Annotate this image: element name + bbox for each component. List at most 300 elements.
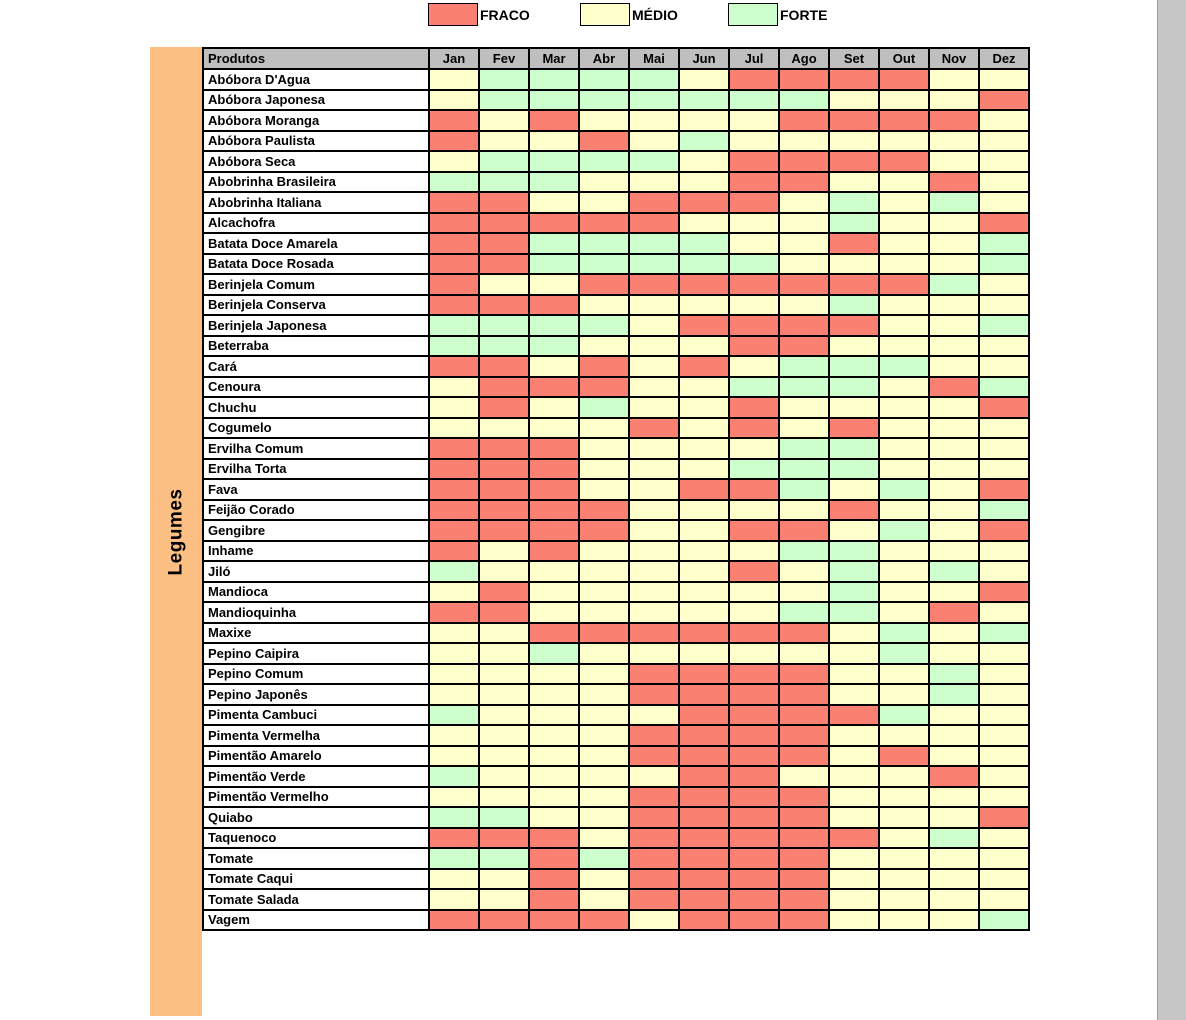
month-cell [729,541,779,562]
month-cell [829,828,879,849]
month-cell [979,397,1029,418]
month-cell [729,459,779,480]
month-cell [629,746,679,767]
month-cell [679,336,729,357]
month-cell [979,459,1029,480]
month-cell [729,192,779,213]
month-cell [579,766,629,787]
table-row [203,315,1029,336]
product-name-cell: Berinjela Comum [203,274,429,295]
month-cell [529,500,579,521]
month-cell [779,69,829,90]
month-cell [479,910,529,931]
month-cell [579,274,629,295]
month-cell [779,807,829,828]
month-cell [579,438,629,459]
month-cell [479,295,529,316]
product-name-cell: Pimentão Vermelho [203,787,429,808]
month-cell [829,910,879,931]
month-cell [829,233,879,254]
month-cell [579,192,629,213]
month-cell [929,418,979,439]
month-cell [829,459,879,480]
month-cell [929,807,979,828]
month-cell [829,684,879,705]
month-cell [829,889,879,910]
month-cell [879,807,929,828]
month-cell [629,602,679,623]
month-cell [929,254,979,275]
table-row [203,295,1029,316]
month-cell [979,643,1029,664]
table-row [203,69,1029,90]
month-cell [779,889,829,910]
month-cell [729,807,779,828]
month-cell [729,213,779,234]
month-cell [529,787,579,808]
month-cell [529,418,579,439]
table-row [203,705,1029,726]
month-cell [929,172,979,193]
month-cell [529,233,579,254]
month-cell [679,151,729,172]
month-cell [929,643,979,664]
month-cell [629,356,679,377]
table-row [203,131,1029,152]
month-cell [629,541,679,562]
month-cell [629,151,679,172]
month-cell [979,418,1029,439]
month-cell [779,623,829,644]
month-cell [629,705,679,726]
table-row [203,192,1029,213]
month-cell [479,274,529,295]
month-cell [779,315,829,336]
month-cell [479,746,529,767]
month-cell [679,500,729,521]
month-cell [529,295,579,316]
month-cell [979,725,1029,746]
month-cell [879,582,929,603]
month-cell [529,623,579,644]
month-cell [429,541,479,562]
month-cell [779,459,829,480]
product-name-cell: Fava [203,479,429,500]
month-cell [529,807,579,828]
product-name-cell: Mandioquinha [203,602,429,623]
month-cell [679,90,729,111]
month-cell [429,459,479,480]
month-cell [879,520,929,541]
month-cell [629,664,679,685]
month-cell [979,705,1029,726]
legend-swatch-medio [580,3,630,26]
month-cell [629,623,679,644]
month-cell [729,520,779,541]
month-cell [529,746,579,767]
month-cell [579,889,629,910]
month-cell [579,500,629,521]
column-header-month: Ago [779,48,829,69]
month-cell [529,582,579,603]
product-name-cell: Alcachofra [203,213,429,234]
month-cell [679,110,729,131]
month-cell [629,69,679,90]
month-cell [779,438,829,459]
month-cell [829,561,879,582]
table-row [203,274,1029,295]
month-cell [579,561,629,582]
month-cell [729,828,779,849]
month-cell [879,213,929,234]
month-cell [629,90,679,111]
table-row [203,787,1029,808]
month-cell [579,151,629,172]
month-cell [729,377,779,398]
month-cell [679,910,729,931]
month-cell [679,274,729,295]
column-header-month: Abr [579,48,629,69]
month-cell [779,479,829,500]
table-row [203,479,1029,500]
month-cell [679,131,729,152]
month-cell [429,889,479,910]
month-cell [929,541,979,562]
product-name-cell: Vagem [203,910,429,931]
month-cell [479,725,529,746]
month-cell [879,90,929,111]
month-cell [579,664,629,685]
product-name-cell: Batata Doce Amarela [203,233,429,254]
month-cell [879,479,929,500]
month-cell [429,766,479,787]
month-cell [929,705,979,726]
product-name-cell: Abóbora Paulista [203,131,429,152]
month-cell [579,336,629,357]
product-name-cell: Abóbora Japonesa [203,90,429,111]
month-cell [629,459,679,480]
month-cell [779,295,829,316]
month-cell [479,459,529,480]
month-cell [529,766,579,787]
table-row [203,438,1029,459]
month-cell [829,69,879,90]
month-cell [629,192,679,213]
availability-table-wrap [202,47,1030,931]
month-cell [929,438,979,459]
month-cell [829,520,879,541]
month-cell [779,377,829,398]
month-cell [579,541,629,562]
month-cell [579,684,629,705]
month-cell [479,254,529,275]
month-cell [479,377,529,398]
product-name-cell: Tomate Caqui [203,869,429,890]
month-cell [479,643,529,664]
month-cell [479,664,529,685]
product-name-cell: Inhame [203,541,429,562]
month-cell [579,315,629,336]
product-name-cell: Ervilha Comum [203,438,429,459]
month-cell [479,889,529,910]
column-header-month: Mai [629,48,679,69]
month-cell [679,602,729,623]
month-cell [879,746,929,767]
month-cell [429,807,479,828]
month-cell [929,151,979,172]
month-cell [479,418,529,439]
month-cell [629,848,679,869]
month-cell [679,254,729,275]
month-cell [479,684,529,705]
legend-swatch-fraco [428,3,478,26]
month-cell [779,397,829,418]
month-cell [879,336,929,357]
month-cell [729,69,779,90]
table-row [203,336,1029,357]
month-cell [479,500,529,521]
month-cell [479,233,529,254]
month-cell [929,602,979,623]
month-cell [979,602,1029,623]
month-cell [929,664,979,685]
month-cell [479,110,529,131]
table-row [203,664,1029,685]
month-cell [429,356,479,377]
month-cell [779,172,829,193]
product-name-cell: Pimenta Cambuci [203,705,429,726]
table-row [203,582,1029,603]
month-cell [629,787,679,808]
month-cell [779,192,829,213]
month-cell [529,643,579,664]
month-cell [479,315,529,336]
month-cell [829,746,879,767]
month-cell [529,828,579,849]
month-cell [579,254,629,275]
month-cell [679,213,729,234]
month-cell [629,254,679,275]
month-cell [479,192,529,213]
month-cell [679,766,729,787]
month-cell [529,110,579,131]
month-cell [879,356,929,377]
month-cell [579,520,629,541]
table-row [203,110,1029,131]
month-cell [629,336,679,357]
month-cell [929,274,979,295]
month-cell [479,397,529,418]
month-cell [979,377,1029,398]
month-cell [479,807,529,828]
month-cell [979,438,1029,459]
month-cell [479,705,529,726]
month-cell [779,336,829,357]
column-header-month: Dez [979,48,1029,69]
month-cell [929,828,979,849]
month-cell [979,807,1029,828]
month-cell [579,418,629,439]
month-cell [779,418,829,439]
month-cell [879,541,929,562]
table-row [203,561,1029,582]
month-cell [529,684,579,705]
month-cell [679,377,729,398]
month-cell [879,725,929,746]
month-cell [429,274,479,295]
month-cell [679,664,729,685]
month-cell [879,889,929,910]
month-cell [529,520,579,541]
month-cell [979,520,1029,541]
month-cell [679,233,729,254]
product-name-cell: Cará [203,356,429,377]
month-cell [679,459,729,480]
month-cell [629,766,679,787]
month-cell [529,377,579,398]
month-cell [529,848,579,869]
product-name-cell: Berinjela Conserva [203,295,429,316]
month-cell [879,602,929,623]
month-cell [429,520,479,541]
month-cell [729,561,779,582]
month-cell [479,848,529,869]
month-cell [479,151,529,172]
month-cell [629,889,679,910]
month-cell [429,910,479,931]
month-cell [779,602,829,623]
legend-label-medio: MÉDIO [632,6,678,23]
product-name-cell: Tomate [203,848,429,869]
month-cell [929,90,979,111]
month-cell [879,315,929,336]
month-cell [579,746,629,767]
month-cell [929,869,979,890]
month-cell [679,746,729,767]
month-cell [529,90,579,111]
table-row [203,254,1029,275]
month-cell [829,787,879,808]
month-cell [629,479,679,500]
month-cell [729,869,779,890]
month-cell [629,233,679,254]
month-cell [729,664,779,685]
month-cell [879,869,929,890]
legend-label-forte: FORTE [780,6,828,23]
month-cell [679,192,729,213]
month-cell [629,274,679,295]
month-cell [729,254,779,275]
month-cell [629,295,679,316]
month-cell [429,213,479,234]
month-cell [479,213,529,234]
month-cell [579,459,629,480]
month-cell [829,336,879,357]
month-cell [679,643,729,664]
column-header-month: Set [829,48,879,69]
month-cell [979,274,1029,295]
month-cell [979,787,1029,808]
month-cell [979,254,1029,275]
month-cell [929,725,979,746]
month-cell [729,151,779,172]
product-name-cell: Pimentão Amarelo [203,746,429,767]
month-cell [979,828,1029,849]
month-cell [729,746,779,767]
month-cell [829,643,879,664]
month-cell [529,438,579,459]
month-cell [529,356,579,377]
month-cell [829,110,879,131]
month-cell [729,705,779,726]
legend-label-fraco: FRACO [480,6,530,23]
month-cell [479,69,529,90]
table-row [203,172,1029,193]
table-row [203,643,1029,664]
month-cell [779,151,829,172]
column-header-month: Nov [929,48,979,69]
table-row [203,869,1029,890]
month-cell [579,131,629,152]
month-cell [779,110,829,131]
month-cell [829,479,879,500]
table-row [203,623,1029,644]
month-cell [879,397,929,418]
month-cell [879,500,929,521]
month-cell [429,561,479,582]
month-cell [879,418,929,439]
month-cell [579,828,629,849]
month-cell [829,705,879,726]
month-cell [479,828,529,849]
month-cell [929,500,979,521]
month-cell [829,848,879,869]
month-cell [879,664,929,685]
month-cell [679,69,729,90]
month-cell [679,438,729,459]
month-cell [479,602,529,623]
month-cell [829,213,879,234]
month-cell [479,90,529,111]
month-cell [779,213,829,234]
month-cell [429,828,479,849]
month-cell [679,787,729,808]
month-cell [979,69,1029,90]
month-cell [629,582,679,603]
table-row [203,459,1029,480]
month-cell [429,110,479,131]
month-cell [579,397,629,418]
legend-item-fraco [428,3,530,26]
month-cell [429,643,479,664]
month-cell [429,131,479,152]
month-cell [829,254,879,275]
month-cell [829,623,879,644]
month-cell [879,459,929,480]
month-cell [829,807,879,828]
month-cell [429,151,479,172]
month-cell [979,664,1029,685]
month-cell [529,602,579,623]
month-cell [779,869,829,890]
table-row [203,910,1029,931]
month-cell [579,602,629,623]
month-cell [729,848,779,869]
month-cell [879,151,929,172]
month-cell [629,438,679,459]
month-cell [429,787,479,808]
month-cell [829,418,879,439]
